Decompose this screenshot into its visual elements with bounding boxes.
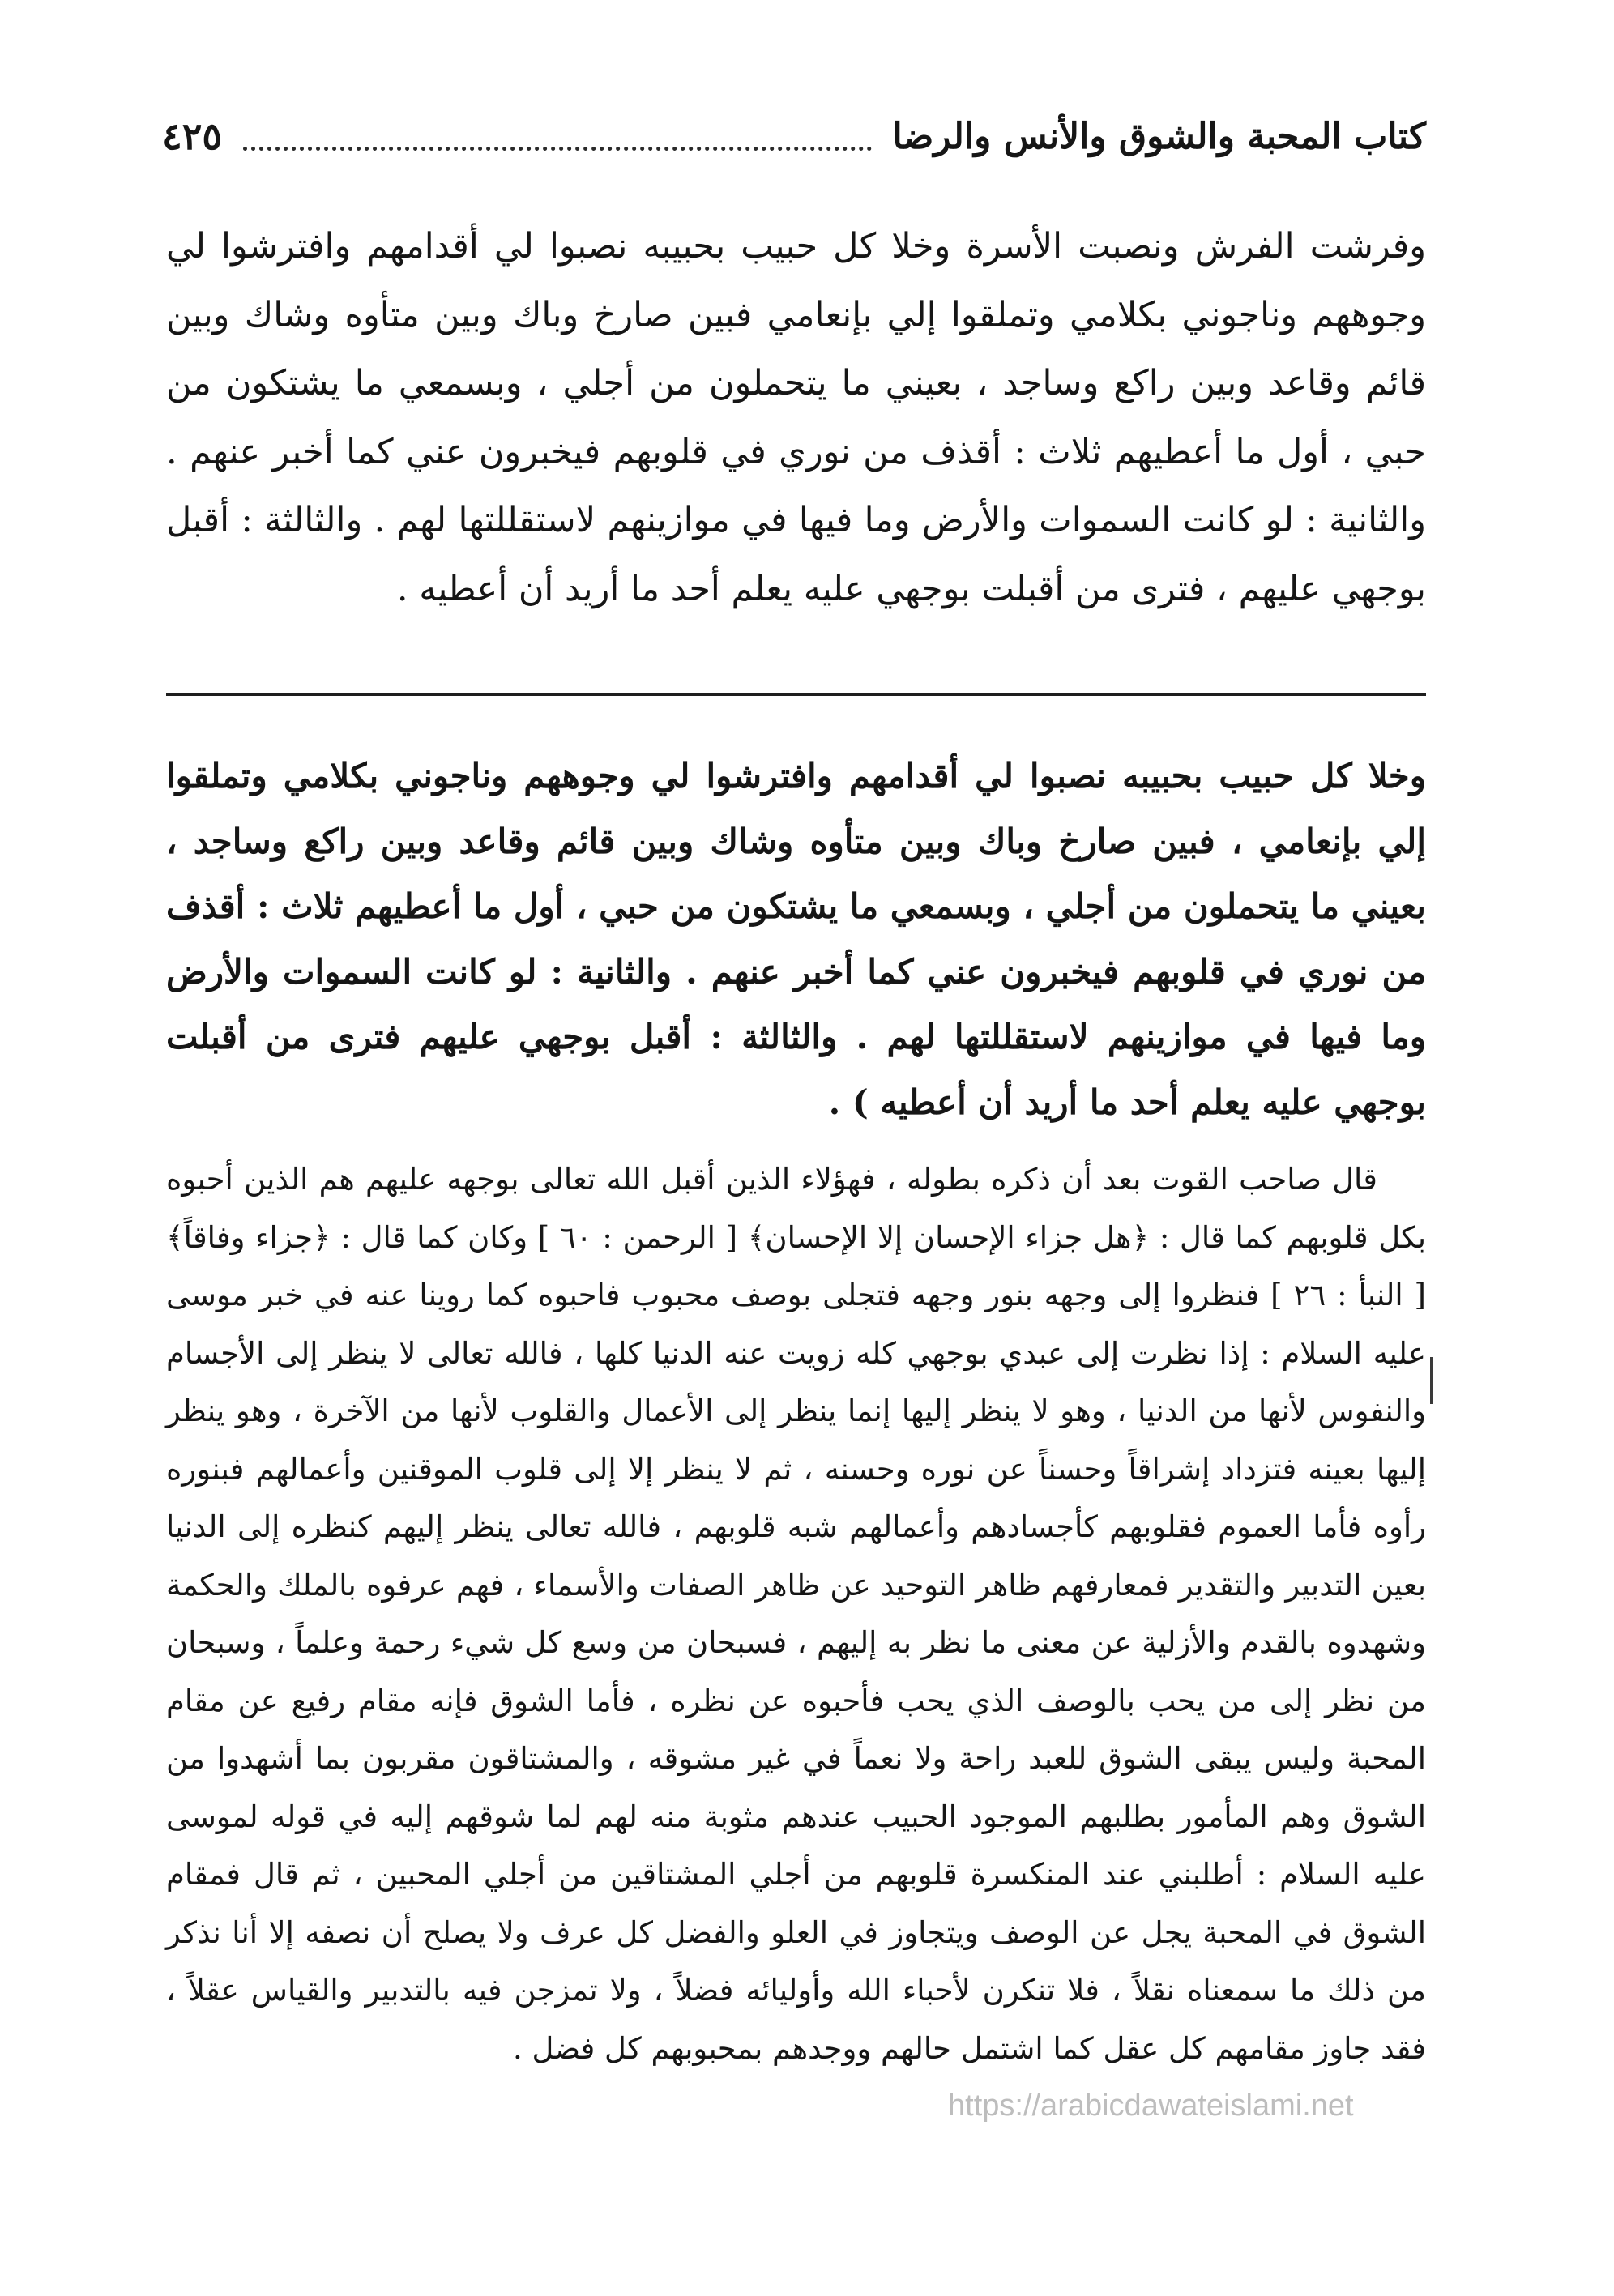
source-watermark: https://arabicdawateislami.net (948, 2089, 1354, 2123)
quoted-hadith-block (166, 744, 1426, 1135)
page-number: ٤٢٥ (162, 114, 223, 158)
chapter-title: كتاب المحبة والشوق والأنس والرضا (892, 115, 1426, 157)
main-text-block (166, 212, 1426, 623)
header-dotted-leader (243, 139, 871, 151)
section-divider (166, 693, 1426, 696)
commentary-block (166, 1150, 1426, 2077)
commentary-paragraph: قال صاحب القوت بعد أن ذكره بطوله ، فهؤلاء الذين أقبل الله تعالى بوجهه عليهم هم الذين أحبوه بكل قلوبهم كما قال : ﴿هل جزاء الإحسان إلا الإحسان﴾ [ الرحمن : ٦٠ ] وكان كما قال : ﴿جزاء وفاقاً﴾ [ النبأ : ٢٦ ] فنظروا إلى وجهه بنور وجهه فتجلى بوصف محبوب فاحبوه كما روينا عنه في خبر موسى عليه السلام : إذا نظرت إلى عبدي بوجهي كله زويت عنه الدنيا كلها ، فالله تعالى لا ينظر إلى الأجسام والنفوس لأنها من الدنيا ، وهو لا ينظر إليها إنما ينظر إلى الأعمال والقلوب لأنها من الآخرة ، وهو ينظر إليها بعينه فتزداد إشراقاً وحسناً عن نوره وحسنه ، ثم لا ينظر إلا إلى قلوب الموقنين وأعمالهم فبنوره رأوه فأما العموم فقلوبهم كأجسادهم وأعمالهم شبه قلوبهم ، فالله تعالى ينظر إليهم كنظره إلى الدنيا بعين التدبير والتقدير فمعارفهم ظاهر التوحيد عن ظاهر الصفات والأسماء ، فهم عرفوه بالملك والحكمة وشهدوه بالقدم والأزلية عن معنى ما نظر به إليهم ، فسبحان من وسع كل شيء رحمة وعلماً ، وسبحان من نظر إلى من يحب بالوصف الذي يحب فأحبوه عن نظره ، فأما الشوق فإنه مقام رفيع عن مقام المحبة وليس يبقى الشوق للعبد راحة ولا نعماً في غير مشوقه ، والمشتاقون مقربون بما أشهدوا من الشوق وهم المأمور بطلبهم الموجود الحبيب عندهم مثوبة منه لهم لما شوقهم إليه في قوله لموسى عليه السلام : أطلبني عند المنكسرة قلوبهم من أجلي المشتاقين من أجلي المحبين ، ثم قال فمقام الشوق في المحبة يجل عن الوصف ويتجاوز في العلو والفضل كل عرف ولا يصلح أن نصفه إلا أنا نذكر من ذلك ما سمعناه نقلاً ، فلا تنكرن لأحباء الله وأوليائه فضلاً ، ولا تمزجن فيه بالتدبير والقياس عقلاً ، فقد جاوز مقامهم كل عقل كما اشتمل حالهم ووجدهم بمحبوبهم كل فضل . (166, 1162, 1426, 2066)
main-text-paragraph: وفرشت الفرش ونصبت الأسرة وخلا كل حبيب بحبيبه نصبوا لي أقدامهم وافترشوا لي وجوههم وناجوني بكلامي وتملقوا إلي بإنعامي فبين صارخ وباك وبين متأوه وشاك وبين قائم وقاعد وبين راكع وساجد ، بعيني ما يتحملون من أجلي ، وبسمعي ما يشتكون من حبي ، أول ما أعطيهم ثلاث : أقذف من نوري في قلوبهم فيخبرون عني كما أخبر عنهم . والثانية : لو كانت السموات والأرض وما فيها في موازينهم لاستقللتها لهم . والثالثة : أقبل بوجهي عليهم ، فترى من أقبلت بوجهي عليه يعلم أحد ما أريد أن أعطيه . (166, 226, 1426, 609)
margin-mark (1430, 1357, 1433, 1404)
running-header (162, 104, 1426, 169)
quoted-hadith-paragraph: وخلا كل حبيب بحبيبه نصبوا لي أقدامهم وافترشوا لي وجوههم وناجوني بكلامي وتملقوا إلي بإنعامي ، فبين صارخ وباك وبين متأوه وشاك وبين قائم وقاعد وبين راكع وساجد ، بعيني ما يتحملون من أجلي ، وبسمعي ما يشتكون من حبي ، أول ما أعطيهم ثلاث : أقذف من نوري في قلوبهم فيخبرون عني كما أخبر عنهم . والثانية : لو كانت السموات والأرض وما فيها في موازينهم لاستقللتها لهم . والثالثة : أقبل بوجهي عليهم فترى من أقبلت بوجهي عليه يعلم أحد ما أريد أن أعطيه ) . (166, 756, 1427, 1122)
